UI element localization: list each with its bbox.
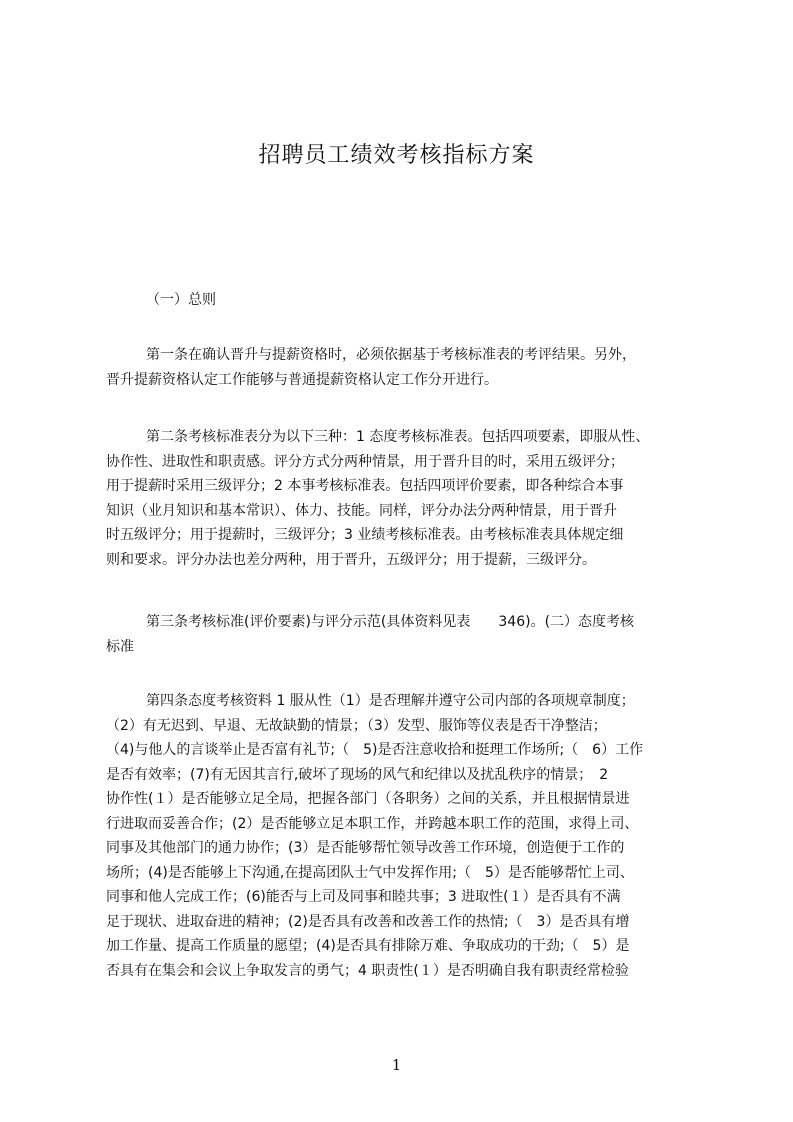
paragraph-line: 标准 (106, 638, 134, 655)
paragraph-line: 第二条考核标准表分为以下三种：1 态度考核标准表。包括四项要素，即服从性、 (146, 429, 650, 445)
paragraph-line: 协作性(１）是否能够立足全局，把握各部门（各职务）之间的关系，并且根据情景进 (106, 791, 630, 807)
paragraph-line: 时五级评分；用于提薪时，三级评分；3 业绩考核标准表。由考核标准表具体规定细 (106, 527, 624, 543)
document-title: 招聘员工绩效考核指标方案 (258, 143, 535, 168)
paragraph-article-4 (106, 689, 706, 983)
paragraph-line: 同事和他人完成工作；(6)能否与上司及同事和睦共事；3 进取性(１）是否具有不满 (106, 889, 621, 905)
paragraph-article-2 (106, 425, 706, 572)
paragraph-line: 否具有在集会和会议上争取发言的勇气；4 职责性(１）是否明确自我有职责经常检验 (106, 962, 629, 979)
paragraph-line: 则和要求。评分办法也差分两种，用于晋升，五级评分；用于提薪，三级评分。 (106, 551, 596, 568)
paragraph-line: 加工作量、提高工作质量的愿望；(4)是否具有排除万难、争取成功的干劲;（ 5）是 (106, 938, 630, 954)
page-number: 1 (391, 1056, 402, 1074)
paragraph-article-3 (106, 610, 706, 659)
paragraph-line: 晋升提薪资格认定工作能够与普通提薪资格认定工作分开进行。 (106, 371, 498, 388)
paragraph-line: 是否有效率；(7)有无因其言行,破坏了现场的风气和纪律以及扰乱秩序的情景； 2 (106, 766, 609, 783)
paragraph-line: 场所；(4)是否能够上下沟通,在提高团队士气中发挥作用;（ 5）是否能够帮忙上司、 (106, 864, 634, 881)
paragraph-line: 用于提薪时采用三级评分；2 本事考核标准表。包括四项评价要素，即各种综合本事 (106, 478, 624, 494)
paragraph-line: 同事及其他部门的通力协作；(3）是否能够帮忙领导改善工作环境，创造便于工作的 (106, 840, 625, 856)
paragraph-line: 协作性、进取性和职责感。评分方式分两种情景，用于晋升目的时，采用五级评分； (106, 453, 624, 470)
paragraph-line: （4)与他人的言谈举止是否富有礼节;（ 5)是否注意收拾和挺理工作场所;（ 6）工作 (106, 742, 644, 758)
paragraph-line: 第一条在确认晋升与提薪资格时，必须依据基于考核标准表的考评结果。另外， (146, 347, 636, 363)
paragraph-line: 知识（业月知识和基本常识）、体力、技能。同样，评分办法分两种情景，用于晋升 (106, 502, 617, 519)
paragraph-line: 行进取而妥善合作；(2）是否能够立足本职工作，并跨越本职工作的范围，求得上司、 (106, 815, 639, 832)
paragraph-line: 足于现状、进取奋进的精神；(2)是否具有改善和改善工作的热情;（ 3）是否具有增 (106, 913, 630, 930)
paragraph-article-1 (106, 343, 706, 392)
paragraph-line: 第四条态度考核资料 1 服从性（1）是否理解并遵守公司内部的各项规章制度； (146, 693, 635, 709)
paragraph-line: 第三条考核标准(评价要素)与评分示范(具体资料见表 346)。(二）态度考核 (146, 614, 635, 630)
section-heading-general: （一）总则 (146, 292, 216, 308)
paragraph-line: （2）有无迟到、早退、无故缺勤的情景；（3）发型、服饰等仪表是否干净整洁； (106, 717, 607, 734)
